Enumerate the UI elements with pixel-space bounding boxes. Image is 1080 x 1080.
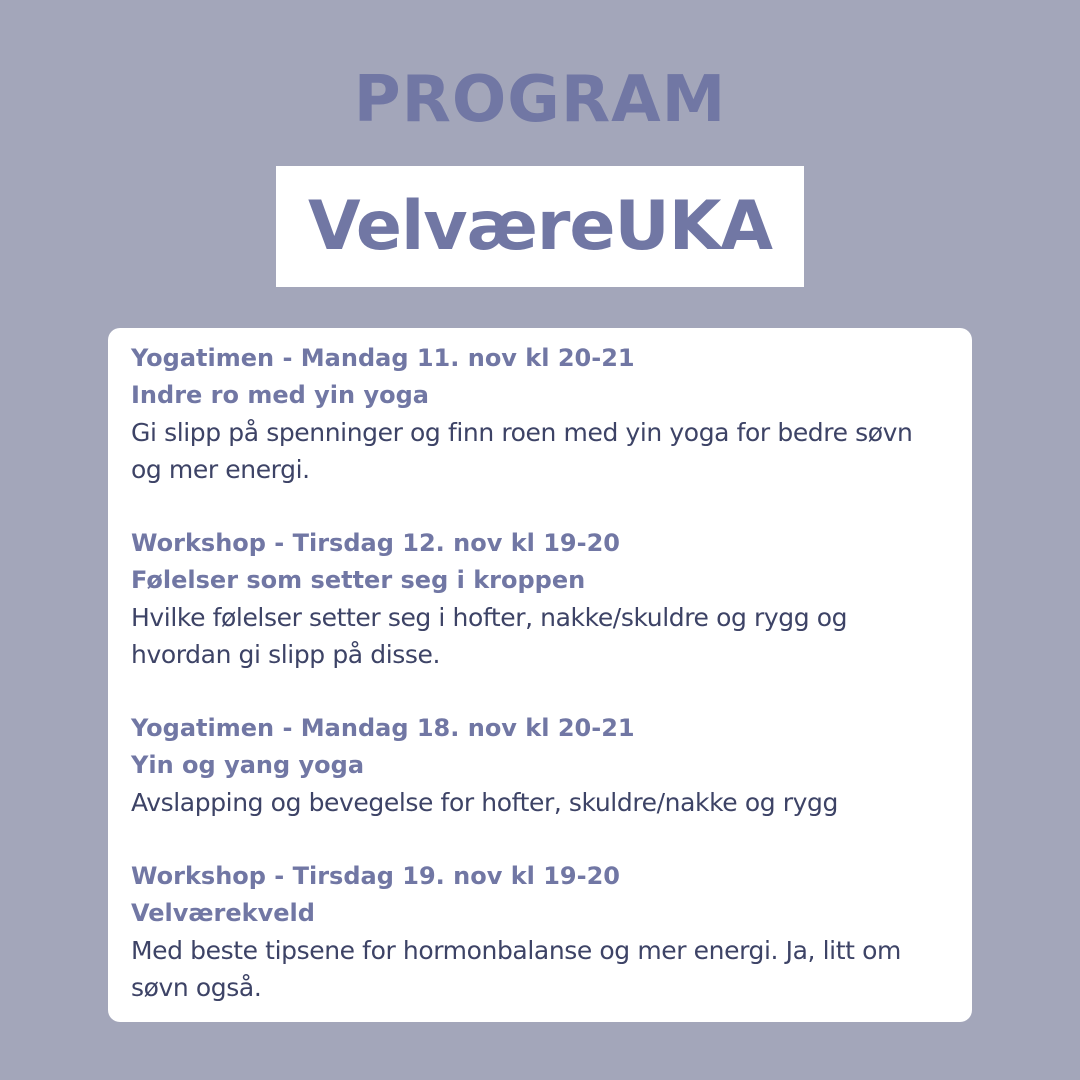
program-item-description: Hvilke følelser setter seg i hofter, nakke/skuldre og rygg og hvordan gi slipp på disse.: [131, 603, 848, 669]
program-item-subtitle: Indre ro med yin yoga: [131, 381, 429, 409]
program-item: [131, 340, 950, 488]
program-item-description: Med beste tipsene for hormonbalanse og mer energi. Ja, litt om søvn også.: [131, 936, 901, 1002]
program-item-description: Gi slipp på spenninger og finn roen med yin yoga for bedre søvn og mer energi.: [131, 418, 913, 484]
program-item-header: Yogatimen - Mandag 18. nov kl 20-21: [131, 714, 635, 742]
program-item-subtitle: Yin og yang yoga: [131, 751, 365, 779]
program-item-header: Workshop - Tirsdag 12. nov kl 19-20: [131, 529, 620, 557]
event-title: VelværeUKA: [307, 186, 773, 266]
program-item: [131, 858, 950, 1006]
program-item: [131, 525, 950, 673]
program-item-header: Workshop - Tirsdag 19. nov kl 19-20: [131, 862, 620, 890]
program-item: [131, 710, 950, 821]
page-heading: PROGRAM: [353, 63, 727, 137]
program-item-subtitle: Følelser som setter seg i kroppen: [131, 566, 586, 594]
program-item-header: Yogatimen - Mandag 11. nov kl 20-21: [131, 344, 635, 372]
title-banner: [276, 166, 804, 287]
program-item-subtitle: Velværekveld: [131, 899, 315, 927]
program-item-description: Avslapping og bevegelse for hofter, skuldre/nakke og rygg: [131, 788, 838, 817]
program-card: [108, 328, 972, 1022]
